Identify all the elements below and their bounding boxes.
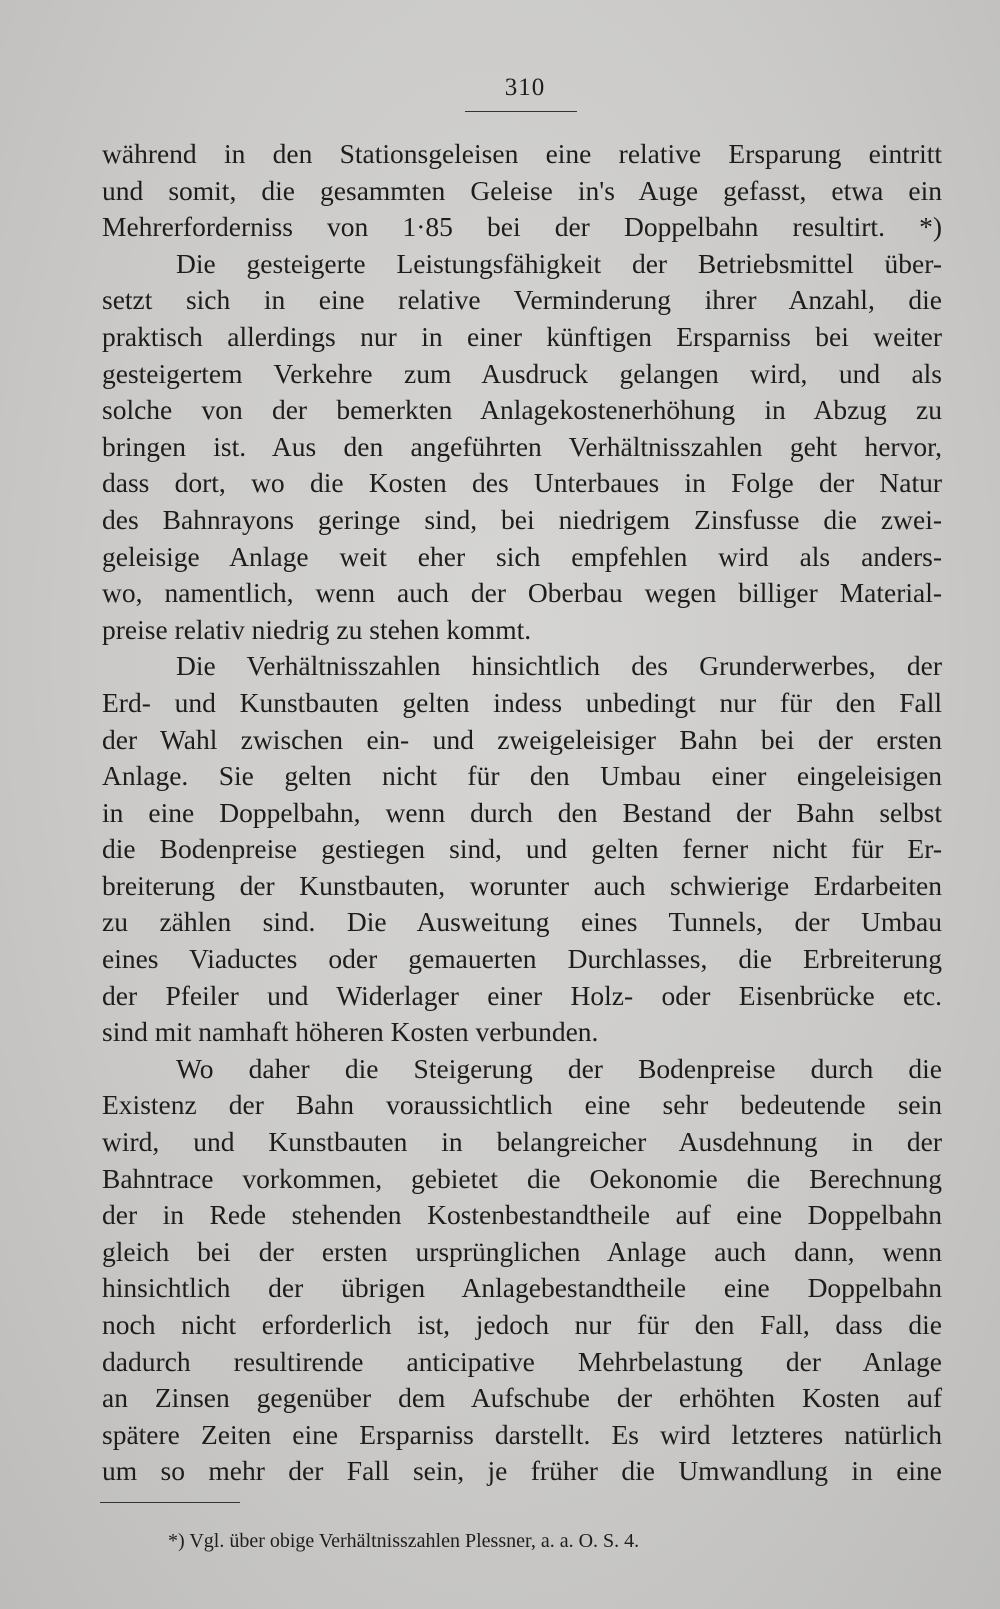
paragraph-start-line: Die gesteigerte Leistungsfähigkeit der Betriebsmittel über- — [176, 247, 942, 279]
text-line: dass dort, wo die Kosten des Unterbaues in Folge der Natur — [102, 467, 942, 499]
footnote-text: Vgl. über obige Verhältnisszahlen Plessner, a. a. O. S. 4. — [189, 1530, 640, 1552]
text-line: die Bodenpreise gestiegen sind, und gelten ferner nicht für Er- — [102, 833, 942, 865]
body-text — [102, 136, 942, 1490]
paragraph-end-line: preise relativ niedrig zu stehen kommt. — [102, 613, 532, 645]
text-line: der in Rede stehenden Kostenbestandtheile auf eine Doppelbahn — [102, 1199, 942, 1231]
text-line: der Pfeiler und Widerlager einer Holz- oder Eisenbrücke etc. — [102, 979, 942, 1011]
text-line: hinsichtlich der übrigen Anlagebestandtheile eine Doppelbahn — [102, 1272, 942, 1304]
text-line: solche von der bemerkten Anlagekostenerhöhung in Abzug zu — [102, 394, 942, 426]
text-line: noch nicht erforderlich ist, jedoch nur für den Fall, dass die — [102, 1309, 942, 1340]
text-line: an Zinsen gegenüber dem Aufschube der erhöhten Kosten auf — [102, 1382, 942, 1414]
paragraph-start-line: Wo daher die Steigerung der Bodenpreise durch die — [176, 1052, 942, 1084]
footnote-rule — [100, 1502, 240, 1503]
text-line: geleisige Anlage weit eher sich empfehlen wird als anders- — [102, 540, 942, 572]
paragraph-end-line: sind mit namhaft höheren Kosten verbunden. — [102, 1016, 599, 1048]
text-line: des Bahnrayons geringe sind, bei niedrigem Zinsfusse die zwei- — [102, 503, 942, 535]
text-line: bringen ist. Aus den angeführten Verhältnisszahlen geht hervor, — [102, 430, 942, 462]
paragraph-start-line: Die Verhältnisszahlen hinsichtlich des Grunderwerbes, der — [176, 650, 942, 682]
text-line: zu zählen sind. Die Ausweitung eines Tunnels, der Umbau — [102, 906, 942, 938]
text-line: und somit, die gesammten Geleise in's Auge gefasst, etwa ein — [102, 174, 942, 206]
text-line: dadurch resultirende anticipative Mehrbelastung der Anlage — [102, 1345, 942, 1377]
text-line: während in den Stationsgeleisen eine relative Ersparung eintritt — [102, 138, 942, 169]
text-line: wird, und Kunstbauten in belangreicher Ausdehnung in der — [102, 1126, 942, 1158]
text-line: Erd- und Kunstbauten gelten indess unbedingt nur für den Fall — [102, 686, 942, 718]
text-line: Existenz der Bahn voraussichtlich eine sehr bedeutende sein — [102, 1089, 942, 1121]
text-line: in eine Doppelbahn, wenn durch den Bestand der Bahn selbst — [102, 796, 942, 828]
footnote — [168, 1527, 928, 1555]
text-line: Anlage. Sie gelten nicht für den Umbau einer eingeleisigen — [102, 760, 942, 792]
text-line: Mehrerforderniss von 1·85 bei der Doppelbahn resultirt. *) — [102, 211, 942, 243]
text-line: um so mehr der Fall sein, je früher die Umwandlung in eine — [102, 1455, 942, 1487]
header-rule — [465, 111, 577, 112]
text-line: setzt sich in eine relative Verminderung ihrer Anzahl, die — [102, 284, 942, 316]
text-line: gesteigertem Verkehre zum Ausdruck gelangen wird, und als — [102, 357, 942, 389]
text-line: breiterung der Kunstbauten, worunter auch schwierige Erdarbeiten — [102, 869, 942, 901]
page-number: 310 — [504, 74, 546, 101]
text-line: eines Viaductes oder gemauerten Durchlasses, die Erbreiterung — [102, 943, 942, 975]
text-line: gleich bei der ersten ursprünglichen Anlage auch dann, wenn — [102, 1235, 942, 1267]
text-line: wo, namentlich, wenn auch der Oberbau wegen billiger Material- — [102, 577, 942, 609]
text-line: spätere Zeiten eine Ersparniss darstellt. Es wird letzteres natürlich — [102, 1418, 942, 1450]
text-line: praktisch allerdings nur in einer künftigen Ersparniss bei weiter — [102, 320, 942, 352]
text-line: der Wahl zwischen ein- und zweigeleisiger Bahn bei der ersten — [102, 723, 942, 755]
text-line: Bahntrace vorkommen, gebietet die Oekonomie die Berechnung — [102, 1162, 942, 1194]
footnote-marker: *) — [168, 1530, 185, 1552]
